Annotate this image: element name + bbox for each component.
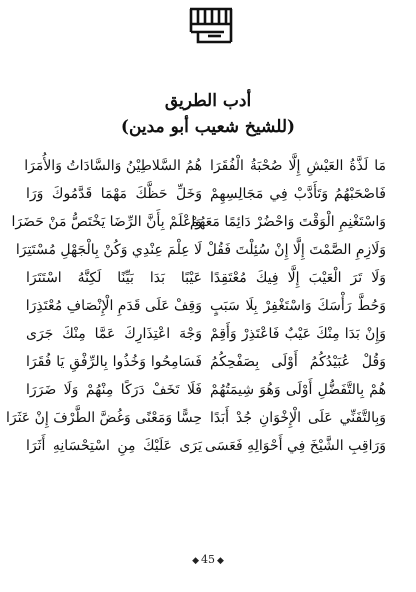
page-number (0, 553, 416, 566)
verse-first-hemistich: مَا لَذَّةُ العَيْشِ إِلَّا صُحْبَةُ الْفُقَرَا (210, 158, 386, 174)
verse-first-hemistich: وَلَا تَرَ الْعَيْبَ إِلَّا فِيكَ مُعْتَقِدًا (210, 270, 386, 286)
verse (0, 292, 416, 320)
verse (0, 376, 416, 404)
verse (0, 264, 416, 292)
verse (0, 404, 416, 432)
verse-second-hemistich: لَا عِلْمَ عِنْدِي وَكُنْ بِالْجَهْلِ مُسْتَتِرَا (15, 242, 202, 258)
verse (0, 208, 416, 236)
verse-second-hemistich: فَسَامِحُوا وَخُذُوا بِالرِّفْقِ يَا فُقَرَا (26, 354, 202, 370)
poem-body (0, 152, 416, 460)
verse-first-hemistich: فَاصْحَبْهُمُ وَتَأَدَّبْ فِي مَجَالِسِهِمْ (210, 186, 386, 202)
verse (0, 320, 416, 348)
verse-second-hemistich: يَرَى عَلَيْكَ مِنِ اسْتِحْسَانِهِ أَثَرَا (26, 438, 202, 454)
verse-first-hemistich: وَحُطَّ رَأْسَكَ وَاسْتَغْفِرْ بِلَا سَبَبٍ (210, 298, 386, 314)
verse-first-hemistich: وَإِنْ بَدَا مِنْكَ عَيْبٌ فَاعْتَذِرْ وَأَقِمْ (210, 326, 386, 342)
verse-first-hemistich: وَبِالتَّفَنِّي عَلَى الْإِخْوَانِ جُدْ أَبَدًا (210, 410, 386, 426)
verse (0, 180, 416, 208)
verse-first-hemistich: وَلَازِمِ الصَّمْتَ إِلَّا إِنْ سُئِلْتَ فَقُلْ (206, 242, 386, 258)
verse-first-hemistich: وَقُلْ عُبَيْدُكُمُ أَوْلَى بِصَفْحِكُمُ (210, 354, 386, 370)
verse-second-hemistich: عَيْبًا بَدَا بَيِّنًا لَكِنَّهُ اسْتَتَرَا (26, 270, 202, 286)
verse-second-hemistich: وَجْهَ اعْتِذَارِكَ عَمَّا مِنْكَ جَرَى (26, 326, 202, 342)
verse-second-hemistich: وَاعْلَمْ بِأَنَّ الرِّضَا يَخْتَصُّ مَنْ حَضَرَا (11, 214, 202, 230)
calligraphy-emblem-icon (188, 6, 234, 46)
verse-second-hemistich: حِسًّا وَمَعْنًى وَغُضَّ الطَّرْفَ إِنْ عَثَرَا (5, 410, 202, 426)
poem-title: أدب الطريق (164, 91, 252, 111)
poem-subtitle: (للشيخ شعيب أبو مدين) (120, 117, 296, 137)
ornament-icon: ◆ (217, 556, 224, 566)
verse-first-hemistich: هُمْ بِالتَّفَضُّلِ أَوْلَى وَهُوَ شِيمَتُهُمْ (210, 382, 386, 398)
verse (0, 236, 416, 264)
verse-first-hemistich: وَرَاقِبِ الشَّيْخَ فِي أَحْوَالِهِ فَعَسَى (205, 438, 386, 454)
verse (0, 152, 416, 180)
verse-second-hemistich: هُمُ السَّلاطِيْنُ وَالسَّادَاتُ وَالأُمَرَا (24, 158, 202, 174)
verse (0, 432, 416, 460)
verse (0, 348, 416, 376)
ornament-icon: ◆ (192, 556, 199, 566)
verse-second-hemistich: وَقِفْ عَلَى قَدَمِ الْإِنْصَافِ مُعْتَذِرَا (25, 298, 202, 314)
verse-second-hemistich: فَلَا تَخَفْ دَرَكًا مِنْهُمْ وَلَا ضَرَرَا (26, 382, 202, 398)
page-number-value: 45 (201, 553, 215, 566)
verse-second-hemistich: وَخَلِّ حَظَّكَ مَهْمَا قَدَّمُوكَ وَرَا (26, 186, 202, 202)
verse-first-hemistich: وَاسْتَغْنِمِ الْوَقْتَ وَاحْضُرْ دَائِمًا مَعَهُمْ (189, 214, 386, 230)
